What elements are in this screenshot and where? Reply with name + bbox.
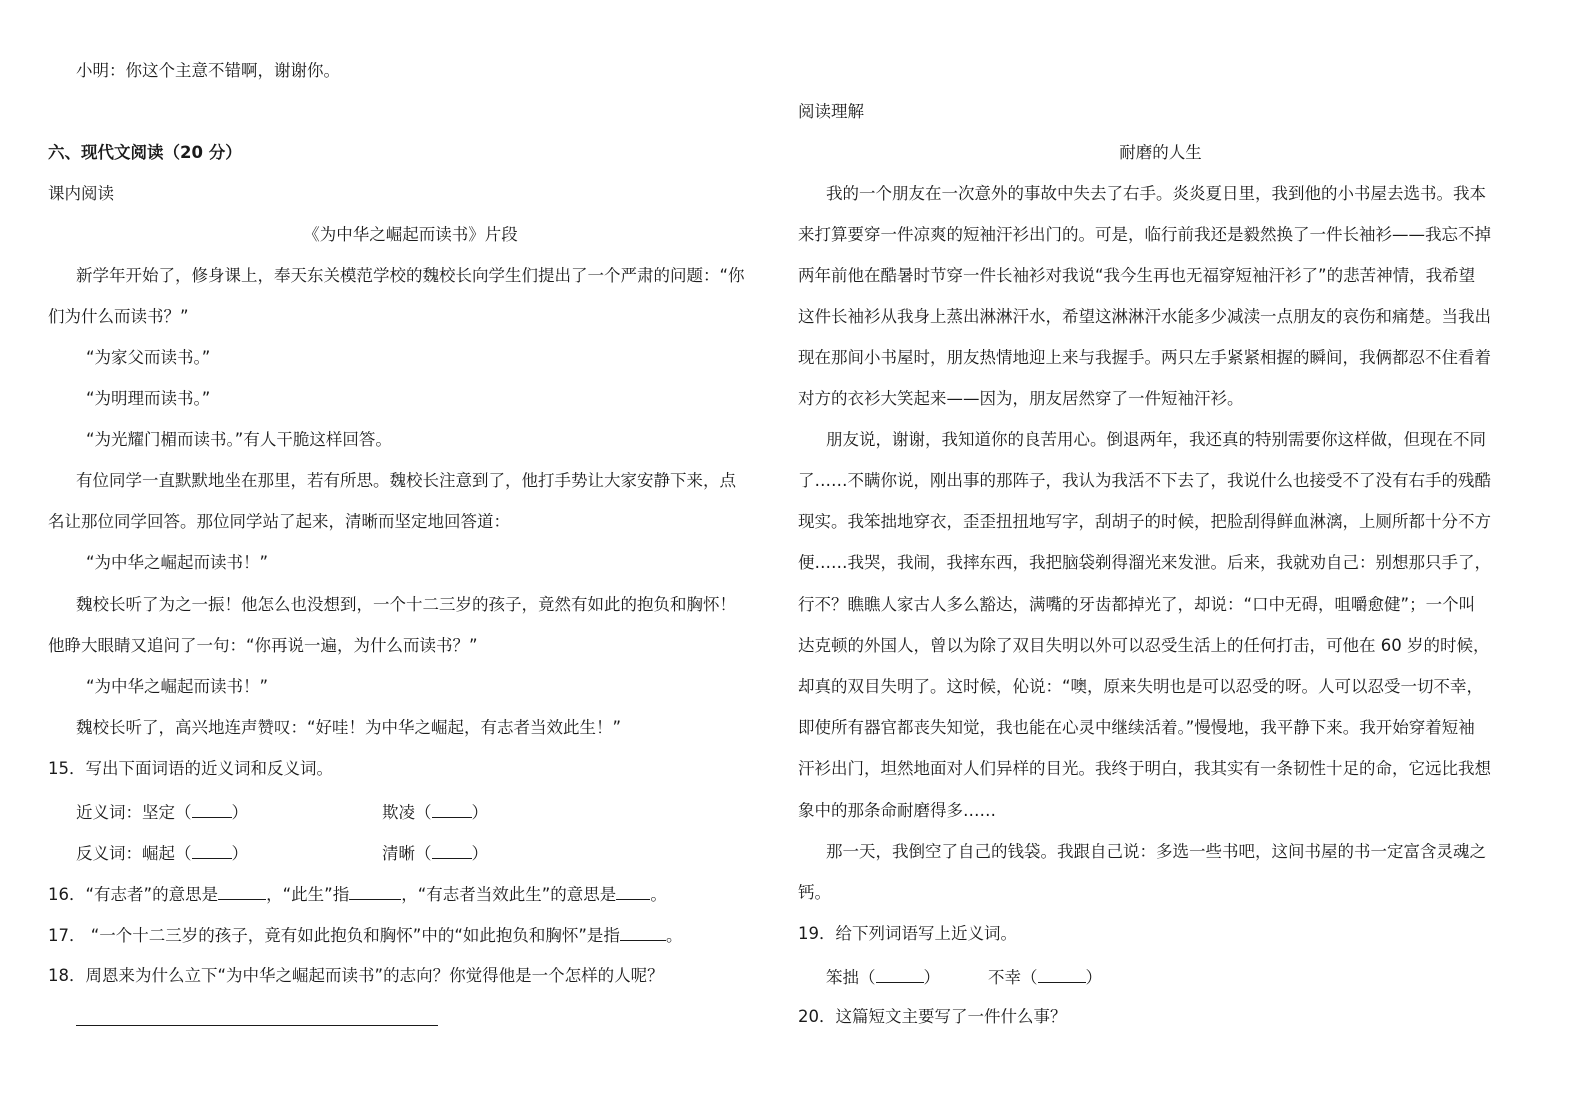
question-15-prompt: 15．写出下面词语的近义词和反义词。 [48,759,333,778]
synonym-label: 近义词：坚定（ [76,803,192,822]
question-19-row [826,964,1326,988]
q19-word1: 笨拙（ [826,968,876,987]
blank-antonym-2[interactable] [432,840,472,859]
passage-line: 便……我哭，我闹，我摔东西，我把脑袋剃得溜光来发泄。后来，我就劝自己：别想那只手了， [798,553,1491,572]
passage-line: 汗衫出门，坦然地面对人们异样的目光。我终于明白，我其实有一条韧性十足的命，它远比我想 [798,759,1491,778]
passage-line: 们为什么而读书？” [48,307,189,326]
antonym-word2: 清晰（ [382,844,432,863]
q19-word2-group [988,964,1102,990]
passage-line: 对方的衣衫大笑起来——因为，朋友居然穿了一件短袖汗衫。 [798,389,1244,408]
passage-line: “为中华之崛起而读书！” [86,677,269,696]
passage-line: 来打算要穿一件凉爽的短袖汗衫出门的。可是，临行前我还是毅然换了一件长袖衫——我忘不掉 [798,225,1491,244]
passage-line: 象中的那条命耐磨得多…… [798,801,996,820]
passage-title: 《为中华之崛起而读书》片段 [303,225,518,244]
close-paren: ） [231,803,248,822]
passage-line: 这件长袖衫从我身上蒸出淋淋汗水，希望这淋淋汗水能多少减渎一点朋友的哀伤和痛楚。当我出 [798,307,1491,326]
close-paren: ） [231,844,248,863]
passage-line: 朋友说，谢谢，我知道你的良苦用心。倒退两年，我还真的特别需要你这样做，但现在不同 [826,430,1486,449]
question-17-text: 17． “一个十二三岁的孩子，竟有如此抱负和胸怀”中的“如此抱负和胸怀”是指 [48,926,620,945]
question-16-end: 。 [650,885,667,904]
blank-synonym-2[interactable] [432,799,472,818]
passage-line: 名让那位同学回答。那位同学站了起来，清晰而坚定地回答道： [48,512,510,531]
passage-line: 我的一个朋友在一次意外的事故中失去了右手。炎炎夏日里，我到他的小书屋去选书。我本 [826,184,1486,203]
close-paren: ） [471,803,488,822]
antonym-label: 反义词：崛起（ [76,844,192,863]
passage-line: 那一天，我倒空了自己的钱袋。我跟自己说：多选一些书吧，这间书屋的书一定富含灵魂之 [826,842,1486,861]
close-paren: ） [1085,968,1102,987]
blank-q19-1[interactable] [876,964,924,983]
question-17-end: 。 [665,926,683,945]
passage-line: 两年前他在酷暑时节穿一件长袖衫对我说“我今生再也无福穿短袖汗衫了”的悲苦神情，我希望 [798,266,1476,285]
question-16-part1: 16．“有志者”的意思是 [48,885,219,904]
blank-synonym-1[interactable] [192,799,232,818]
passage-line: 行不？瞧瞧人家古人多么豁达，满嘴的牙齿都掉光了，却说：“口中无碍，咀嚼愈健”；一个叫 [798,595,1476,614]
q19-word2: 不幸（ [988,968,1038,987]
passage-line: 现在那间小书屋时，朋友热情地迎上来与我握手。两只左手紧紧相握的瞬间，我俩都忍不住看着 [798,348,1491,367]
passage-line: “为中华之崛起而读书！” [86,553,269,572]
question-20-prompt: 20．这篇短文主要写了一件什么事？ [798,1007,1067,1026]
passage-line: “为家父而读书。” [86,348,211,367]
passage-line: 了……不瞒你说，刚出事的那阵子，我认为我活不下去了，我说什么也接受不了没有右手的残酷 [798,471,1491,490]
passage-line: 达克顿的外国人，曾以为除了双目失明以外可以忍受生活上的任何打击，可他在 60 岁的时候， [798,636,1490,655]
blank-q16-2[interactable] [349,881,401,900]
section-title: 六、现代文阅读（20 分） [48,143,242,162]
blank-q19-2[interactable] [1038,964,1086,983]
close-paren: ） [471,844,488,863]
blank-antonym-1[interactable] [192,840,232,859]
passage-line: 却真的双目失明了。这时候，伈说：“噢，原来失明也是可以忍受的呀。人可以忍受一切不幸， [798,677,1484,696]
subsection-heading: 课内阅读 [48,184,114,203]
close-paren: ） [923,968,940,987]
question-16-part3: ，“有志者当效此生”的意思是 [401,885,617,904]
passage-line: 现实。我笨拙地穿衣，歪歪扭扭地写字，刮胡子的时候，把脸刮得鲜血淋漓，上厕所都十分不方 [798,512,1491,531]
passage-line: 即使所有器官都丧失知觉，我也能在心灵中继续活着。”慢慢地，我平静下来。我开始穿着短袖 [798,718,1475,737]
passage-line: 有位同学一直默默地坐在那里，若有所思。魏校长注意到了，他打手势让大家安静下来，点 [76,471,736,490]
blank-q17[interactable] [620,922,666,941]
passage-line: 他睁大眼睛又追问了一句：“你再说一遍，为什么而读书？” [48,636,478,655]
passage-line: 魏校长听了为之一振！他怎么也没想到，一个十二三岁的孩子，竟然有如此的抱负和胸怀！ [76,595,736,614]
passage-line: 钙。 [798,883,831,902]
answer-line-q18[interactable] [76,1024,438,1026]
blank-q16-3[interactable] [616,881,650,900]
passage-line: 魏校长听了，高兴地连声赞叹：“好哇！为中华之崛起，有志者当效此生！” [76,718,622,737]
subsection-heading: 阅读理解 [798,102,864,121]
question-19-prompt: 19．给下列词语写上近义词。 [798,924,1017,943]
dialogue-line: 小明：你这个主意不错啊，谢谢你。 [76,61,340,80]
question-17 [48,922,682,946]
passage-title: 耐磨的人生 [1119,143,1202,162]
passage-line: “为明理而读书。” [86,389,211,408]
passage-line: 新学年开始了，修身课上，奉天东关模范学校的魏校长向学生们提出了一个严肃的问题：“你 [76,266,745,285]
synonym-word2: 欺凌（ [382,803,432,822]
question-16-part2: ，“此生”指 [266,885,350,904]
question-15-synonym-row [76,799,776,823]
antonym-word2-group [382,840,488,866]
blank-q16-1[interactable] [218,881,266,900]
question-18: 18．周恩来为什么立下“为中华之崛起而读书”的志向？你觉得他是一个怎样的人呢？ [48,966,664,985]
question-15-antonym-row [76,840,776,864]
question-16 [48,881,667,905]
passage-line: “为光耀门楣而读书。”有人干脆这样回答。 [86,430,392,449]
synonym-word2-group [382,799,488,825]
